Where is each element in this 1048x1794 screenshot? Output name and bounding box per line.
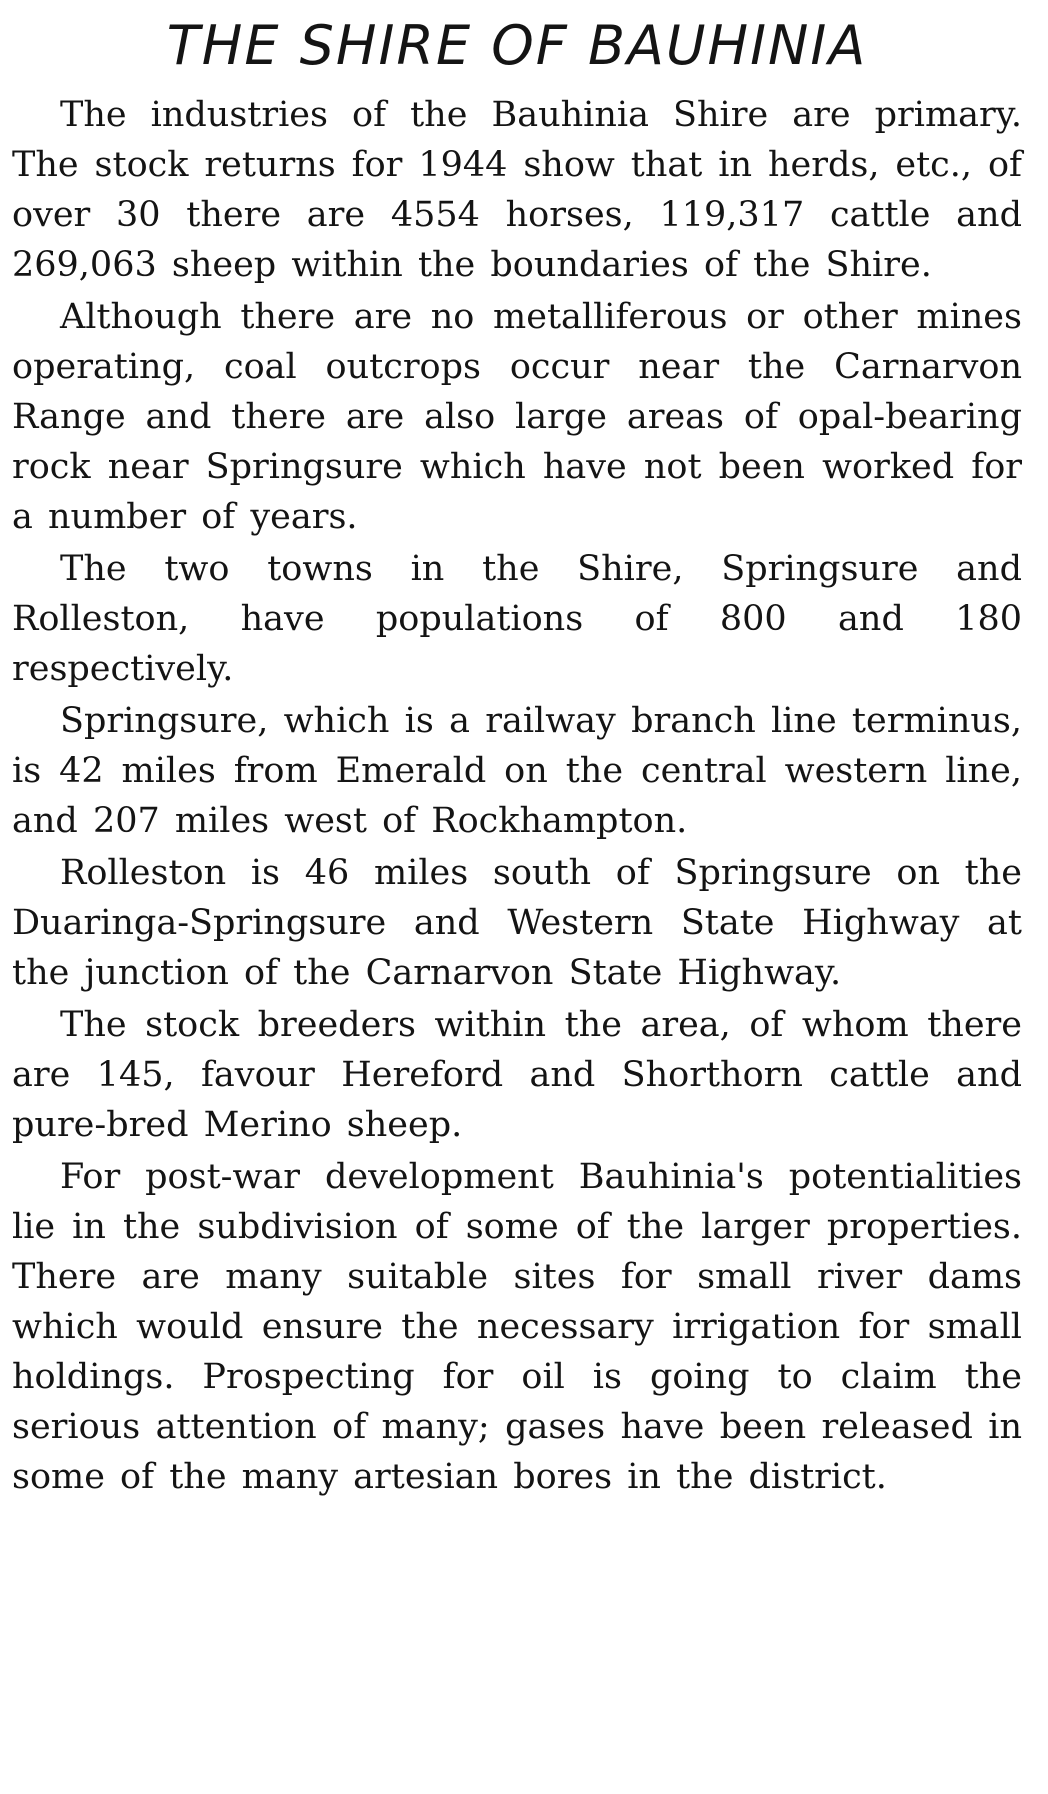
article-paragraph-stock-breeders: The stock breeders within the area, of whom there are 145, favour Hereford and Shorthorn cattle and pure-bred Merino sheep. (12, 1005, 1022, 1145)
article-paragraph-post-war: For post-war development Bauhinia's potentialities lie in the subdivision of some of the larger properties. There are many suitable sites for small river dams which would ensure the necessary irrigation for small holdings. Prospecting for oil is going to claim the serious attention of many; gases have been released in some of the many artesian bores in the district. (12, 1157, 1022, 1497)
article-paragraph-towns: The two towns in the Shire, Springsure and Rolleston, have populations of 800 and 180 respectively. (12, 549, 1022, 689)
article-paragraph-rolleston: Rolleston is 46 miles south of Springsure on the Duaringa-Springsure and Western State Highway at the junction of the Carnarvon State Highway. (12, 853, 1022, 993)
article-paragraph-springsure: Springsure, which is a railway branch line terminus, is 42 miles from Emerald on the central western line, and 207 miles west of Rockhampton. (12, 701, 1022, 841)
article-paragraph-industries: The industries of the Bauhinia Shire are primary. The stock returns for 1944 show that in herds, etc., of over 30 there are 4554 horses, 119,317 cattle and 269,063 sheep within the boundaries of the Shire. (12, 95, 1022, 285)
article-title: THE SHIRE OF BAUHINIA (166, 14, 868, 77)
article-paragraph-mines: Although there are no metalliferous or other mines operating, coal outcrops occur near the Carnarvon Range and there are also large areas of opal-bearing rock near Springsure which have not been worked for a number of years. (12, 297, 1022, 537)
